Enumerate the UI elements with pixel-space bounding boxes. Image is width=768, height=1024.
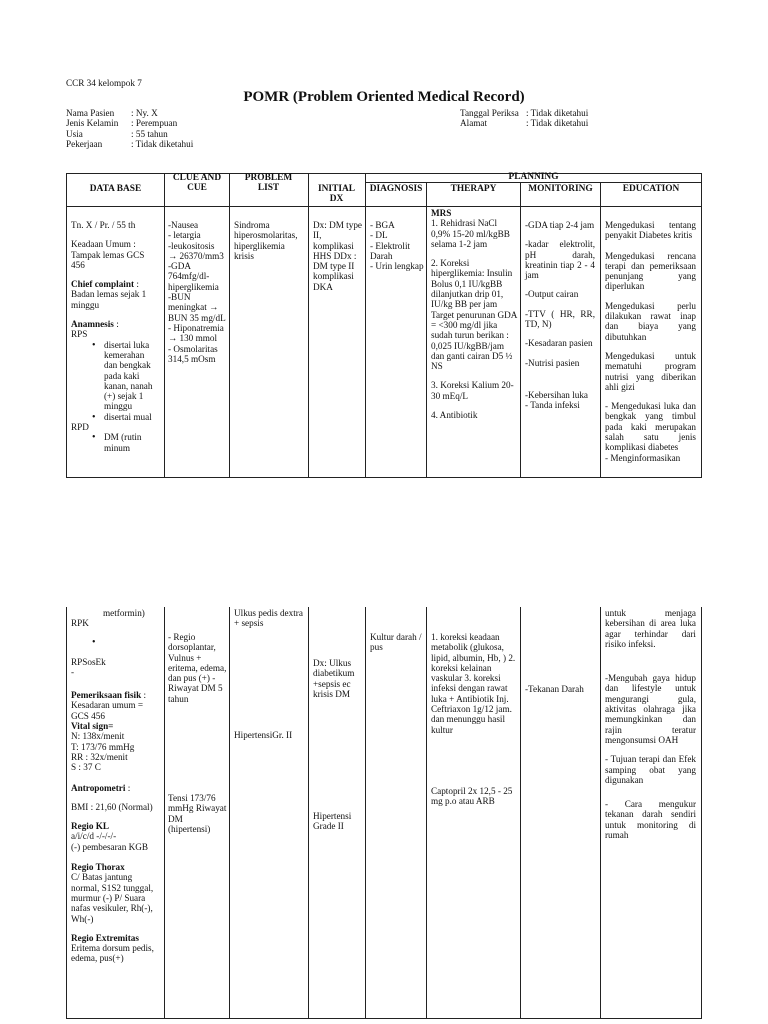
bmi: BMI : 21,60 (Normal) [71,801,153,812]
info-label: Alamat [460,118,488,129]
cell-monitoring [525,220,595,411]
rpsosek-label: RPSosEk [71,656,106,667]
page-title: POMR (Problem Oriented Medical Record) [243,89,525,105]
rpk-label: RPK [71,618,89,629]
therapy-step: 2. Koreksi hiperglikemia: Insulin Bolus 0,1 IU/kgBB dilanjutkan drip 01, IU/kg BB per jam Target penurunan GDA = <300 mg/dl jika sudah turun berikan : 0,025 IU/kgBB/jam dan ganti cairan D5 ½ NS [431,258,517,372]
pemeriksaan-fisik-label: Pemeriksaan fisik [71,690,142,701]
monitoring-item: -TTV ( HR, RR, TD, N) [525,308,595,330]
table-border [164,607,165,1018]
education-item: Mengedukasi tentang penyakit Diabetes kritis [605,220,696,241]
cell-diagnosis [370,220,424,271]
regio-kl-label: Regio KL [71,821,110,832]
monitoring-item: -Nutrisi pasien [525,357,580,368]
header-planning: PLANNING [508,172,559,182]
monitoring-item: - Tanda infeksi [525,400,580,411]
header-diagnosis: DIAGNOSIS [369,184,423,194]
clue-item: -BUN meningkat → BUN 35 mg/dL [168,292,226,323]
antropometri-colon: : [125,782,131,793]
table-border [66,206,702,207]
keadaan-umum: Keadaan Umum : Tampak lemas GCS 456 [71,239,145,270]
education-item: Mengedukasi untuk mematuhi program nutrisi yang diberikan ahli gizi [605,350,696,392]
table-border [701,173,702,478]
cell-problem-cont-1: Ulkus pedis dextra + sepsis [234,608,303,629]
chief-complaint-label: Chief complaint [71,279,135,290]
cell-education [605,220,696,463]
cell-clue-cont-2: Tensi 173/76 mmHg Riwayat DM (hipertensi) [168,793,227,834]
clue-item: - Osmolaritas 314,5 mOsm [168,343,218,364]
header-therapy: THERAPY [450,184,497,194]
vital-sign-label: Vital sign= [71,721,114,732]
cell-therapy-cont-1: 1. koreksi keadaan metabolik (glukosa, lipid, albumin, Hb, ) 2. koreksi kelainan vaskular 3. koreksi infeksi dengan rawat luka + Antibiotik Inj. Ceftriaxon 1g/12 jam. dan menunggu hasil kultur [431,632,516,735]
cell-initial-cont-1: Dx: Ulkus diabetikum +sepsis ec krisis DM [313,658,355,699]
patient-info-right [460,108,588,129]
list-item: • disertai luka kemerahan dan bengkak pada kaki kanan, nanah (+) sejak 1 minggu [104,340,159,412]
monitoring-item: -GDA tiap 2-4 jam [525,220,595,230]
pemeriksaan-fisik-text: : Kesadaran umum = GCS 456 [71,690,147,721]
vital-sign: T: 173/76 mmHg [71,741,135,752]
education-item: - Cara mengukur tekanan darah sendiri untuk monitoring di rumah [605,799,696,841]
cell-problem: Sindroma hiperosmolaritas, hiperglikemia krisis [234,220,298,261]
table-border [520,607,521,1018]
table-border [229,173,230,478]
monitoring-item: -Kebersihan luka [525,389,589,400]
therapy-step: 3. Koreksi Kalium 20-30 mEq/L [431,380,514,401]
cell-database [71,220,159,453]
regio-extremitas-text: Eritema dorsum pedis, edema, pus(+) [71,943,154,964]
education-item: Mengedukasi rencana terapi dan pemeriksaan penunjang yang diperlukan [605,250,696,292]
info-label: Pekerjaan [66,138,103,149]
regio-kl-item: (-) pembesaran KGB [71,841,149,852]
clue-item: -leukositosis [168,240,215,251]
cell-diagnosis-cont: Kultur darah / pus [370,632,422,653]
chief-complaint-text: : Badan lemas sejak 1 minggu [71,279,147,310]
clue-item: -GDA 764mfg/dl-hiperglikemia [168,261,219,292]
header-database: DATA BASE [89,184,142,194]
header-education: EDUCATION [622,184,680,194]
table-border [229,607,230,1018]
diagnosis-item: - DL [370,230,388,241]
cell-therapy-cont-2: Captopril 2x 12,5 - 25 mg p.o atau ARB [431,786,513,807]
regio-thorax-text: C/ Batas jantung normal, S1S2 tunggal, murmur (-) P/ Suara nafas vesikuler, Rh(-), Wh(-) [71,872,154,924]
vital-sign: RR : 32x/menit [71,751,128,762]
table-border [308,607,309,1018]
table-border [426,607,427,1018]
education-item: - Tujuan terapi dan Efek samping obat yang digunakan [605,754,696,785]
info-value: : Ny. X [131,108,158,118]
monitoring-item: -Output cairan [525,289,579,300]
therapy-mrs: MRS [431,208,452,218]
antropometri [71,783,161,793]
education-item: Mengedukasi perlu dilakukan rawat inap dan biaya yang dibutuhkan [605,300,696,342]
rpk-list [71,637,161,657]
monitoring-item: -Kesadaran pasien [525,338,593,349]
rps-list [71,340,159,422]
diagnosis-item: - Elektrolit Darah [370,240,411,261]
diagnosis-item: - BGA [370,220,395,230]
table-border [365,607,366,1018]
anamnesis-label: Anamnesis [71,319,114,330]
cell-clue-cont-1: - Regio dorsoplantar, Vulnus + eritema, edema, dan pus (+) - Riwayat DM 5 tahun [168,632,227,704]
cell-monitoring-cont: -Tekanan Darah [525,684,584,694]
antropometri-label: Antropometri [71,782,126,793]
header-monitoring: MONITORING [528,184,593,194]
therapy-step: 1. Rehidrasi NaCl 0,9% 15-20 ml/kgBB selama 1-2 jam [431,218,510,249]
regio-kl-item: a/i/c/d -/-/-/- [71,831,117,842]
chief-complaint [71,279,159,310]
table-border [308,173,309,478]
header-clue: CLUE AND CUE [172,173,222,193]
clue-item: - Hiponatremia → 130 mmol [168,322,224,344]
info-label: Tanggal Periksa [460,108,519,118]
list-item: • DM (rutin minum [104,432,159,453]
table-border [520,182,521,478]
clue-item: → 26370/mm3 [168,250,224,261]
table-border [600,607,601,1018]
anamnesis [71,319,159,329]
education-item: - Menginformasikan [605,452,681,463]
table-border [66,173,67,478]
cell-initial-dx: Dx: DM type II, komplikasi HHS DDx : DM type II komplikasi DKA [313,220,362,292]
table-border [66,607,67,1018]
info-value: : Perempuan [131,118,178,129]
info-label: Jenis Kelamin [66,118,119,129]
table-border [600,182,601,478]
education-item: -Mengubah gaya hidup dan lifestyle untuk mengurangi gula, aktivitas olahraga jika memungkinkan dan rajin teratur mengonsumsi OAH [605,673,696,745]
table-border [66,1018,702,1019]
regio-thorax-label: Regio Thorax [71,862,125,873]
clue-item: -Nausea [168,220,199,230]
monitoring-item: -kadar elektrolit, pH darah, kreatinin tiap 2 - 4 jam [525,239,595,281]
education-item: - Mengedukasi luka dan bengkak yang timbul pada kaki merupakan salah satu jenis komplikasi diabetes [605,401,696,453]
cell-education-cont [605,608,696,849]
anamnesis-colon: : [113,319,119,330]
table-border [426,182,427,478]
table-border [164,173,165,478]
rpsosek-value: - [71,666,75,677]
diagnosis-item: - Urin lengkap [370,261,424,272]
rpd-label: RPD [71,422,89,433]
cell-problem-cont-2: HipertensiGr. II [234,730,293,740]
education-item: untuk menjaga kebersihan di area luka agar terhindar dari risiko infeksi. [605,608,696,649]
info-label: Usia [66,128,83,139]
pemeriksaan-fisik [71,690,161,721]
info-value: : Tidak diketahui [526,108,589,118]
cell-therapy [431,208,518,429]
info-value: : 55 tahun [131,128,168,139]
table-border [701,607,702,1018]
list-item: • disertai mual [104,412,159,422]
cell-initial-cont-2: Hipertensi Grade II [313,811,352,832]
group-label: CCR 34 kelompok 7 [66,78,142,88]
table-border [66,477,702,478]
info-value: : Tidak diketahui [131,138,194,149]
header-initial: INITIAL DX [318,184,355,204]
info-value: : Tidak diketahui [526,118,589,129]
clue-item: - letargia [168,230,201,241]
header-problem: PROBLEM LIST [244,173,293,193]
regio-extremitas-label: Regio Extremitas [71,932,139,943]
vital-sign: S : 37 C [71,762,101,773]
rpd-list [71,432,159,453]
cell-database-cont [71,608,161,964]
patient-id: Tn. X / Pr. / 55 th [71,220,136,230]
info-label: Nama Pasien [66,108,115,118]
table-border [365,173,366,478]
cell-clue [168,220,227,364]
therapy-step: 4. Antibiotik [431,410,478,421]
patient-info-left [66,108,193,149]
metformin-cont: metformin) [103,608,145,618]
vital-sign: N: 138x/menit [71,731,125,742]
rps-label: RPS [71,329,88,340]
